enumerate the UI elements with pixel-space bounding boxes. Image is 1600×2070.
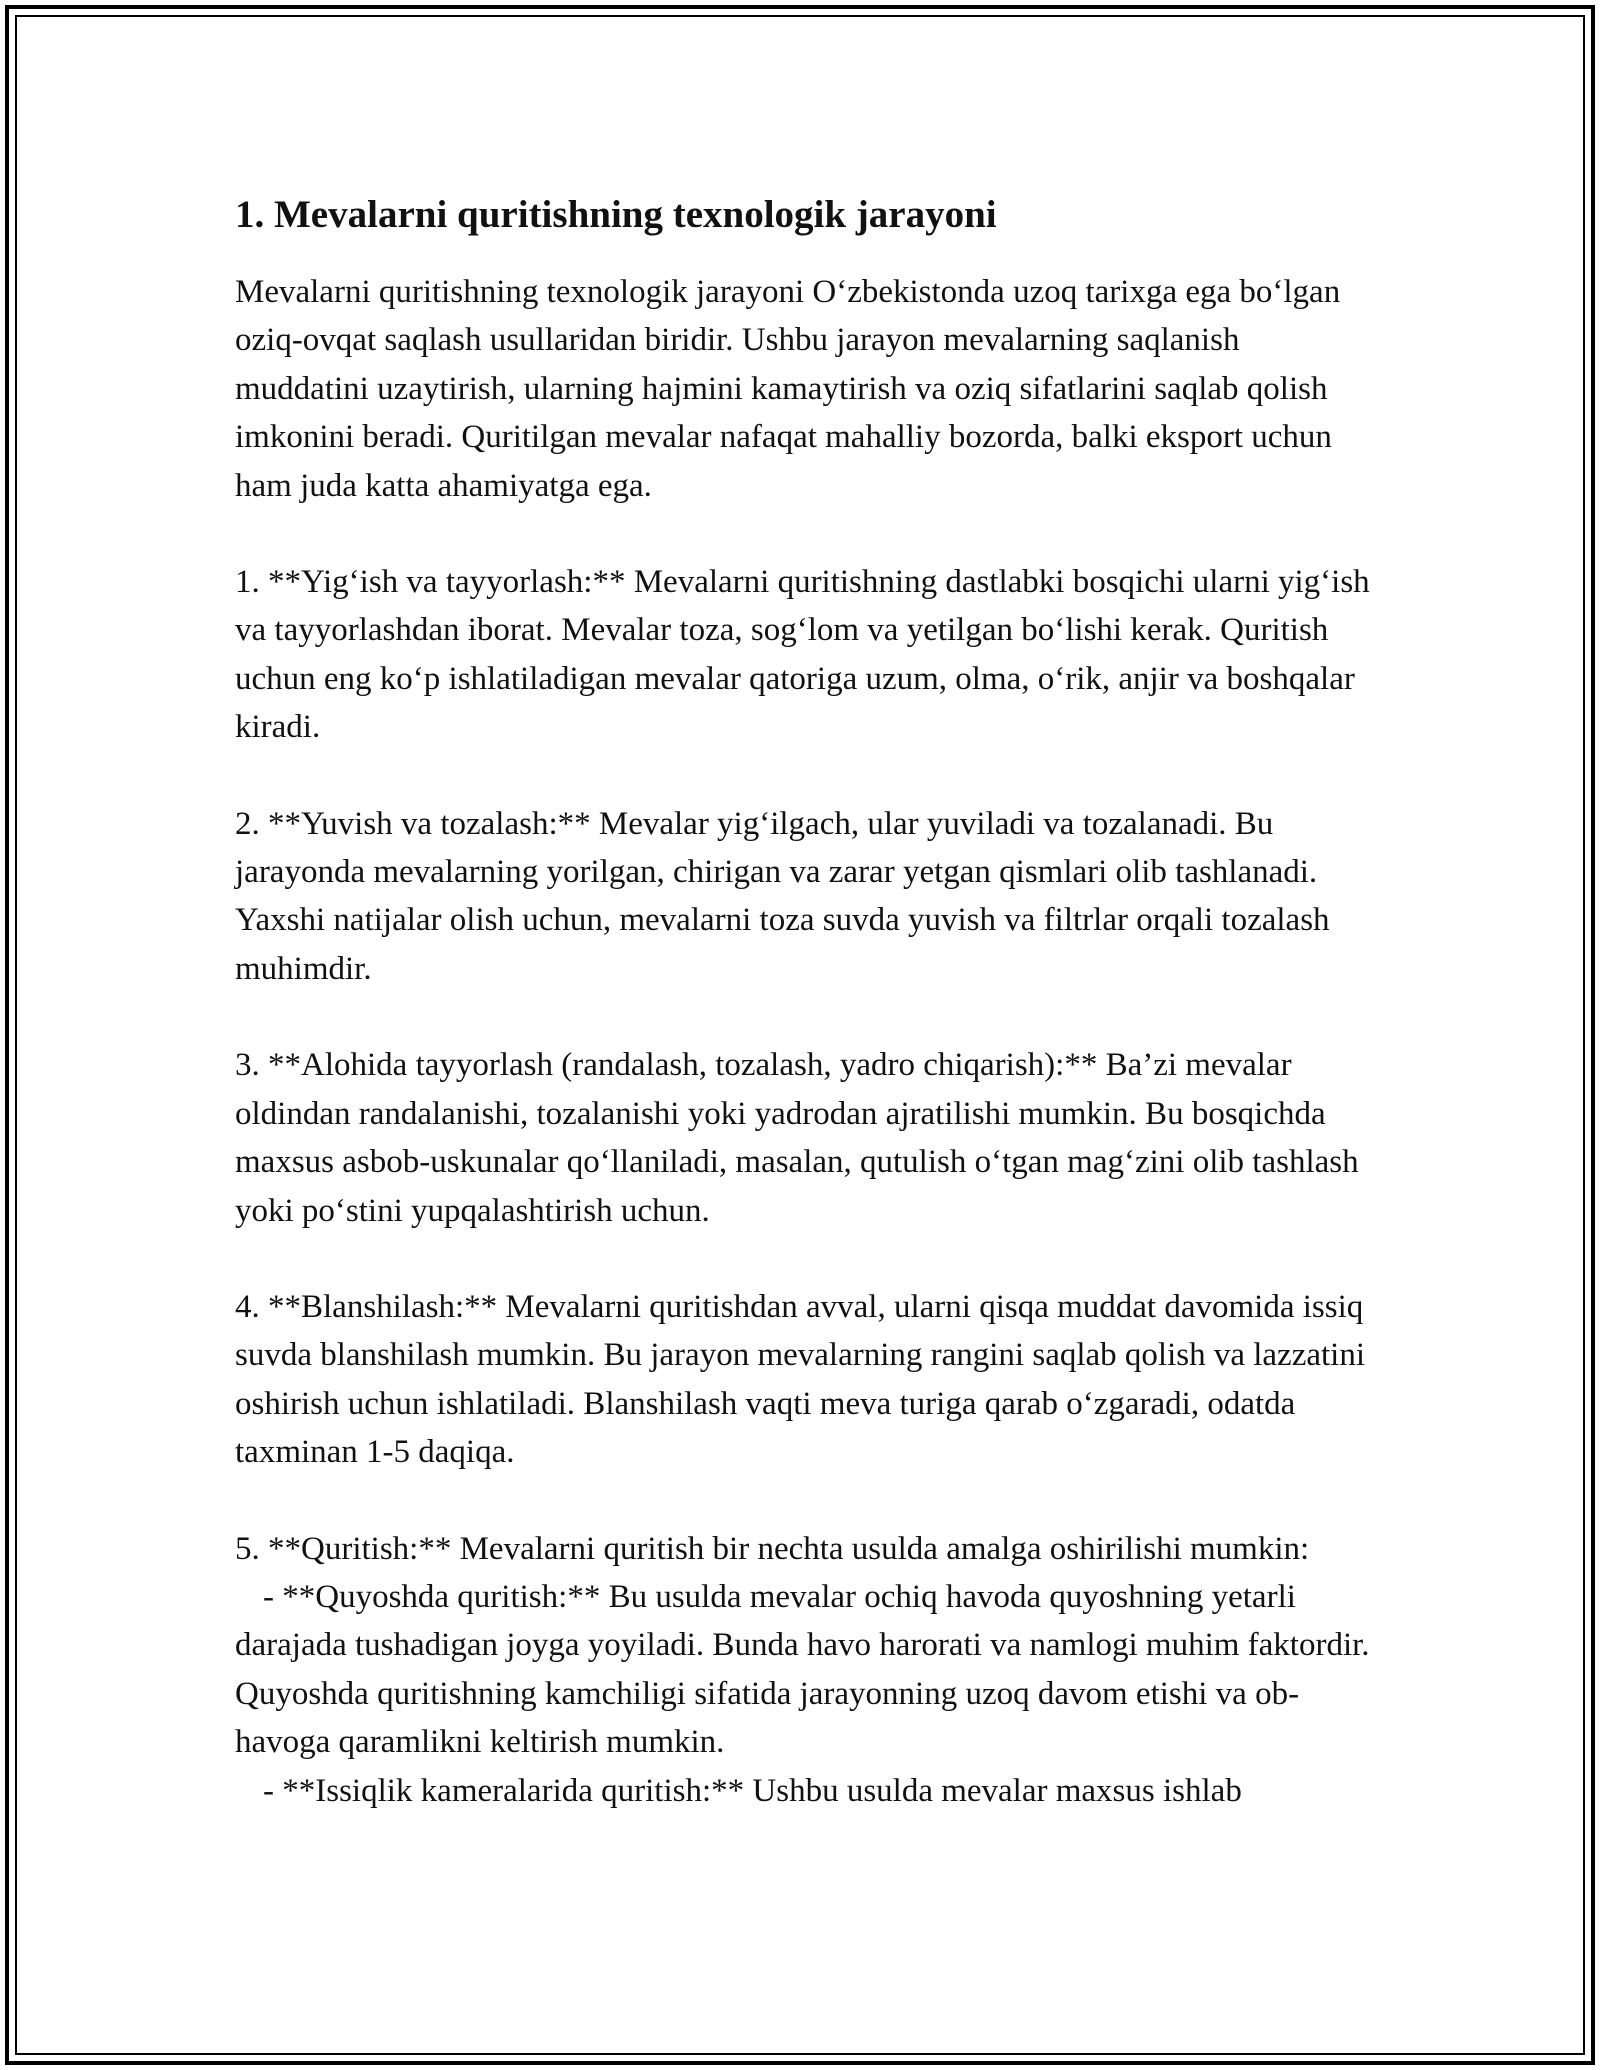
- sub-item-heat-chamber-drying: - **Issiqlik kameralarida quritish:** Ushbu usulda mevalar maxsus ishlab: [263, 1772, 1242, 1809]
- intro-paragraph: Mevalarni quritishning texnologik jarayoni O‘zbekistonda uzoq tarixga ega bo‘lgan oziq-ovqat saqlash usullaridan biridir. Ushbu jarayon mevalarning saqlanish muddatini uzaytirish, ularning hajmini kamaytirish va oziq sifatlarini saqlab qolish imkonini beradi. Quritilgan mevalar nafaqat mahalliy bozorda, balki eksport uchun ham juda katta ahamiyatga ega.: [235, 274, 1341, 504]
- sub-item-sun-drying: - **Quyoshda quritish:** Bu usulda mevalar ochiq havoda quyoshning yetarli darajada tushadigan joyga yoyiladi. Bunda havo harorati va namlogi muhim faktordir. Quyoshda quritishning kamchiligi sifatida jarayonning uzoq davom etishi va ob-havoga qaramlikni keltirish mumkin.: [235, 1578, 1370, 1761]
- step-3-paragraph: 3. **Alohida tayyorlash (randalash, tozalash, yadro chiqarish):** Ba’zi mevalar oldindan randalanishi, tozalanishi yoki yadrodan ajratilishi mumkin. Bu bosqichda maxsus asbob-uskunalar qo‘llaniladi, masalan, qutulish o‘tgan mag‘zini olib tashlash yoki po‘stini yupqalashtirish uchun.: [235, 1047, 1359, 1229]
- step-1-paragraph: 1. **Yig‘ish va tayyorlash:** Mevalarni quritishning dastlabki bosqichi ularni yig‘ish va tayyorlashdan iborat. Mevalar toza, sog‘lom va yetilgan bo‘lishi kerak. Quritish uchun eng ko‘p ishlatiladigan mevalar qatoriga uzum, olma, o‘rik, anjir va boshqalar kiradi.: [235, 564, 1370, 746]
- section-heading: 1. Mevalarni quritishning texnologik jarayoni: [235, 193, 997, 236]
- document-body: [235, 188, 1375, 1815]
- step-2-paragraph: 2. **Yuvish va tozalash:** Mevalar yig‘ilgach, ular yuviladi va tozalanadi. Bu jarayonda mevalarning yorilgan, chirigan va zarar yetgan qismlari olib tashlanadi. Yaxshi natijalar olish uchun, mevalarni toza suvda yuvish va filtrlar orqali tozalash muhimdir.: [235, 805, 1330, 987]
- step-5-paragraph: 5. **Quritish:** Mevalarni quritish bir nechta usulda amalga oshirilishi mumkin:: [235, 1530, 1310, 1567]
- step-4-paragraph: 4. **Blanshilash:** Mevalarni quritishdan avval, ularni qisqa muddat davomida issiq suvda blanshilash mumkin. Bu jarayon mevalarning rangini saqlab qolish va lazzatini oshirish uchun ishlatiladi. Blanshilash vaqti meva turiga qarab o‘zgaradi, odatda taxminan 1-5 daqiqa.: [235, 1288, 1365, 1471]
